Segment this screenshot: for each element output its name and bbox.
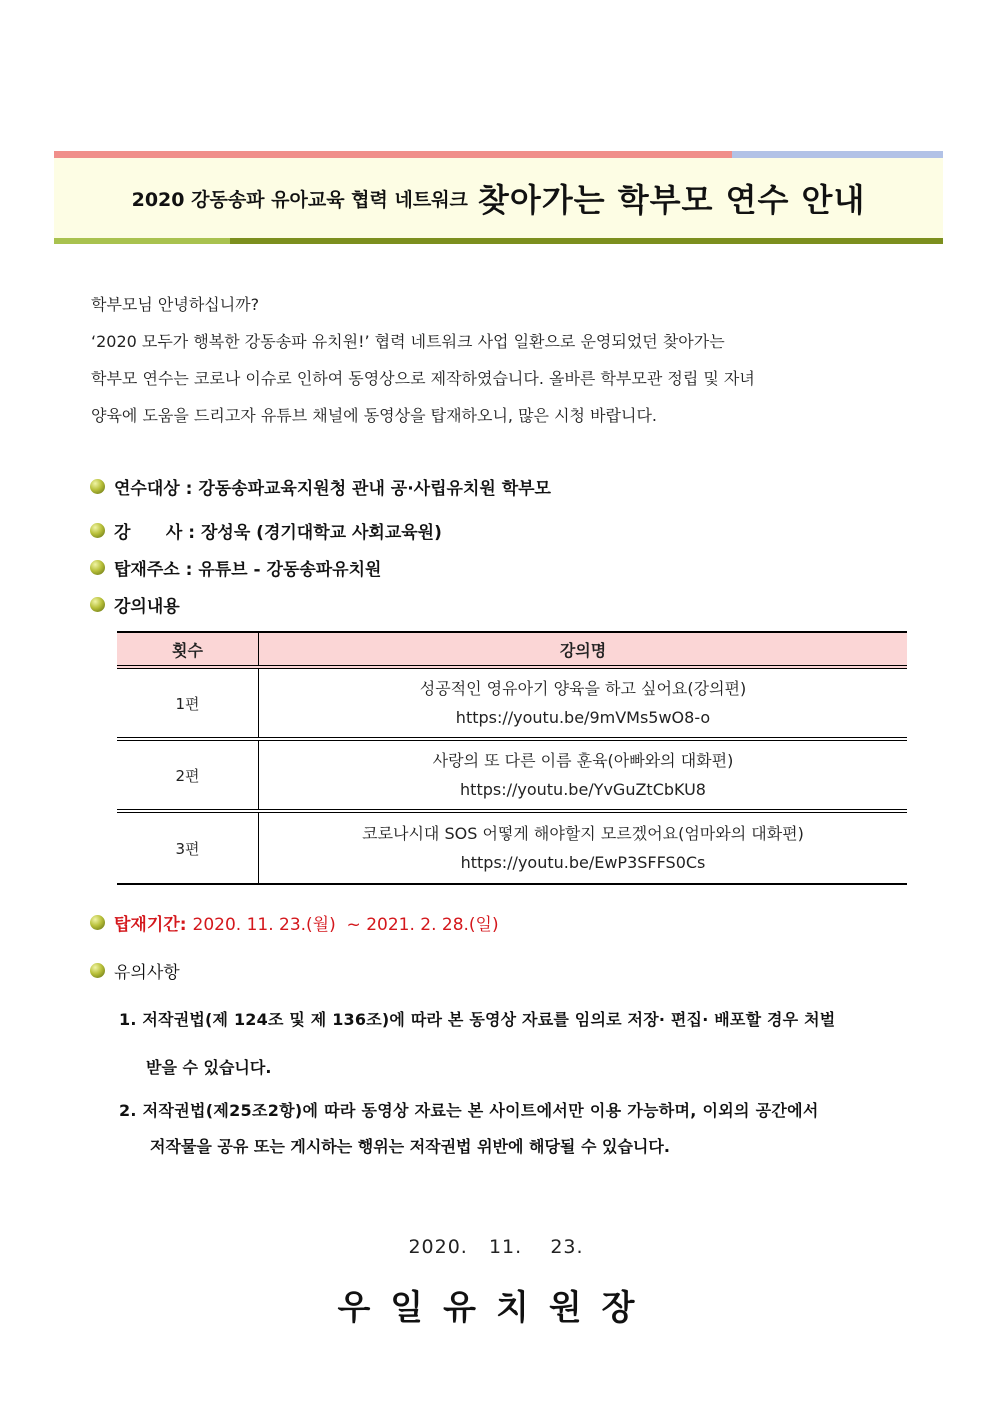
info-lecturer xyxy=(90,518,442,543)
posting-period-label: 탑재기간: xyxy=(114,915,187,935)
title-top-bar-blue xyxy=(732,151,943,158)
table-cell-no: 2편 xyxy=(117,741,259,809)
title-bottom-bar-dark xyxy=(230,238,943,244)
bullet-icon xyxy=(90,560,105,575)
table-row xyxy=(117,741,907,813)
note-1-line2: 받을 수 있습니다. xyxy=(146,1058,272,1077)
title-top-bar-pink xyxy=(54,151,732,158)
bullet-icon xyxy=(90,915,105,930)
posting-period xyxy=(90,910,499,935)
info-target xyxy=(90,474,551,499)
document-date xyxy=(0,1236,992,1258)
notes-heading-text: 유의사항 xyxy=(114,963,180,983)
lecture-title: 사랑의 또 다른 이름 훈육(아빠와의 대화편) xyxy=(432,751,734,770)
table-cell-no: 3편 xyxy=(117,813,259,883)
intro-paragraph xyxy=(91,286,911,434)
intro-line: 학부모님 안녕하십니까? xyxy=(91,295,260,314)
table-header-cell: 횟수 xyxy=(117,633,259,665)
notes-heading xyxy=(90,958,180,983)
bullet-icon xyxy=(90,523,105,538)
table-row xyxy=(117,669,907,741)
posting-period-value: 2020. 11. 23.(월) ~ 2021. 2. 28.(일) xyxy=(192,915,499,935)
bullet-icon xyxy=(90,597,105,612)
table-row xyxy=(117,813,907,885)
bullet-icon xyxy=(90,963,105,978)
table-cell-title xyxy=(259,813,907,883)
table-header-row xyxy=(117,631,907,669)
table-header-cell: 강의명 xyxy=(559,640,607,660)
intro-line: ‘2020 모두가 행복한 강동송파 유치원!’ 협력 네트워크 사업 일환으로 운영되었던 찾아가는 xyxy=(91,332,725,351)
title-bottom-bar-light xyxy=(54,238,230,244)
title-subtitle: 2020 강동송파 유아교육 협력 네트워크 xyxy=(131,188,468,211)
note-2-line1: 2. 저작권법(제25조2항)에 따라 동영상 자료는 본 사이트에서만 이용 가능하며, 이외의 공간에서 xyxy=(119,1101,819,1120)
lecture-table xyxy=(117,631,907,885)
lecture-title: 코로나시대 SOS 어떻게 해야할지 모르겠어요(엄마와의 대화편) xyxy=(362,824,804,843)
signature: 우일유치원장 xyxy=(337,1288,655,1328)
intro-line: 학부모 연수는 코로나 이슈로 인하여 동영상으로 제작하였습니다. 올바른 학부모관 정립 및 자녀 xyxy=(91,369,755,388)
info-content xyxy=(90,592,180,617)
lecture-url[interactable]: https://youtu.be/EwP3SFFS0Cs xyxy=(460,853,706,872)
lecture-url[interactable]: https://youtu.be/YvGuZtCbKU8 xyxy=(460,780,706,799)
title-main: 찾아가는 학부모 연수 안내 xyxy=(477,181,866,219)
note-2-line2: 저작물을 공유 또는 게시하는 행위는 저작권법 위반에 해당될 수 있습니다. xyxy=(150,1137,670,1156)
intro-line: 양육에 도움을 드리고자 유튜브 채널에 동영상을 탑재하오니, 많은 시청 바랍니다. xyxy=(91,406,657,425)
table-cell-title xyxy=(259,669,907,737)
document-date-text: 2020. 11. 23. xyxy=(408,1236,584,1258)
info-lecturer-text: 강 사 : 장성욱 (경기대학교 사회교육원) xyxy=(114,523,442,543)
table-cell-title xyxy=(259,741,907,809)
note-1-line1: 1. 저작권법(제 124조 및 제 136조)에 따라 본 동영상 자료를 임의로 저장· 편집· 배포할 경우 처벌 xyxy=(119,1010,836,1029)
lecture-url[interactable]: https://youtu.be/9mVMs5wO8-o xyxy=(455,708,711,727)
lecture-title: 성공적인 영유아기 양육을 하고 싶어요(강의편) xyxy=(419,679,747,698)
page-title xyxy=(54,158,943,238)
table-cell-no: 1편 xyxy=(117,669,259,737)
info-target-text: 연수대상 : 강동송파교육지원청 관내 공·사립유치원 학부모 xyxy=(114,479,551,499)
info-location xyxy=(90,555,381,580)
bullet-icon xyxy=(90,479,105,494)
info-content-text: 강의내용 xyxy=(114,597,180,617)
info-location-text: 탑재주소 : 유튜브 - 강동송파유치원 xyxy=(114,560,382,580)
title-band xyxy=(54,151,943,244)
